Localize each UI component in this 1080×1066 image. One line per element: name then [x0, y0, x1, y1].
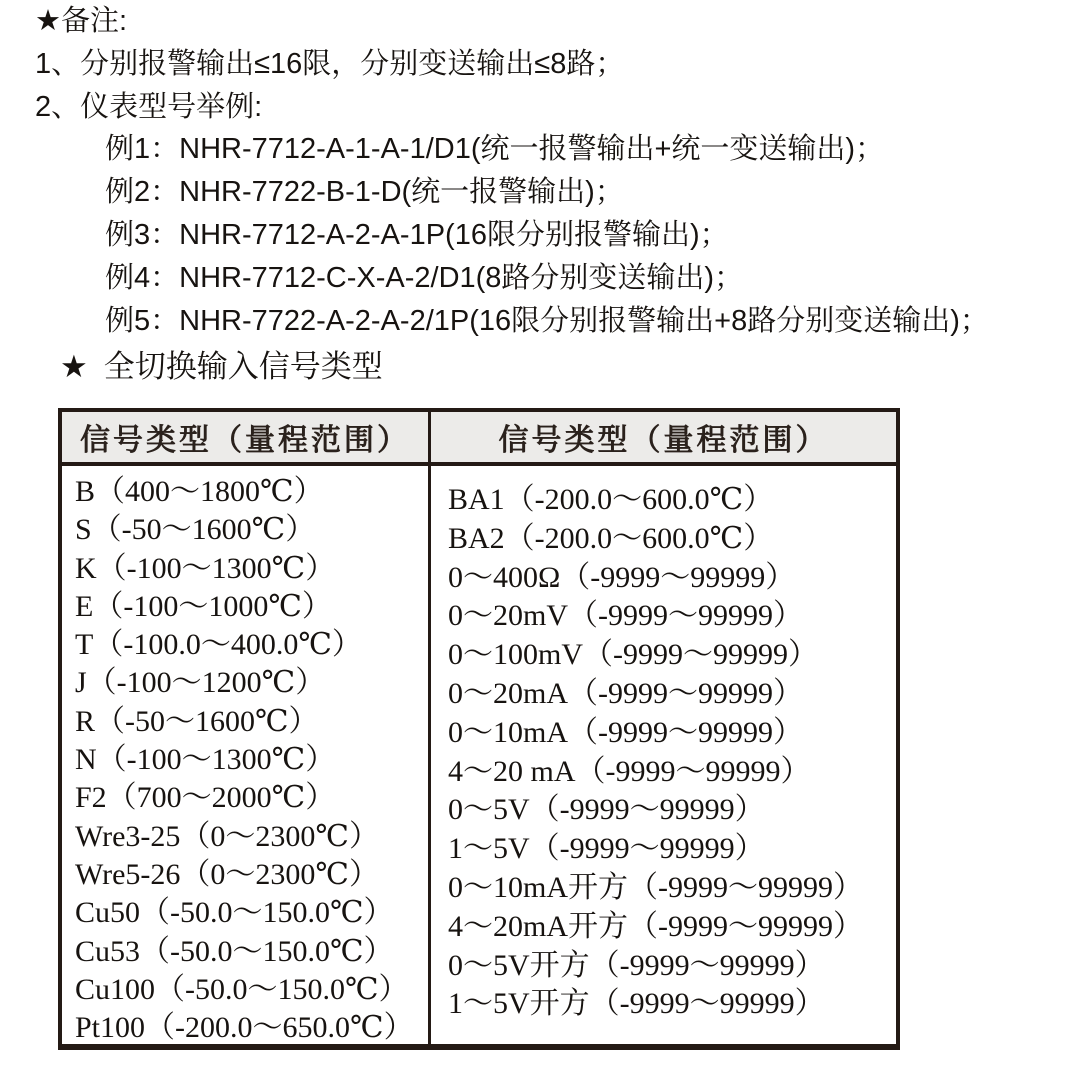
- signal-type-table: [58, 408, 900, 1050]
- signal-row: BA1（-200.0～600.0℃）: [448, 483, 774, 516]
- signal-row: 1～5V开方（-9999～99999）: [448, 987, 825, 1021]
- signal-row: Pt100（-200.0～650.0℃）: [75, 1011, 414, 1045]
- signal-row: 0～400Ω（-9999～99999）: [448, 560, 796, 594]
- signal-row: Cu53（-50.0～150.0℃）: [75, 934, 394, 968]
- signal-row: 0～5V（-9999～99999）: [448, 793, 765, 827]
- signal-row: 0～5V开方（-9999～99999）: [448, 948, 825, 982]
- signal-row: 0～20mA（-9999～99999）: [448, 676, 803, 710]
- star-icon: ★: [60, 349, 88, 384]
- signal-row: 0～20mV（-9999～99999）: [448, 599, 803, 633]
- notes-items: [35, 43, 989, 129]
- signal-row: J（-100～1200℃）: [75, 666, 326, 700]
- model-example-item: 例1：NHR-7712-A-1-A-1/D1(统一报警输出+统一变送输出)；: [105, 133, 885, 166]
- model-example-item: 例4：NHR-7712-C-X-A-2/D1(8路分别变送输出)；: [105, 261, 744, 294]
- notes-title-line: [35, 0, 989, 43]
- signal-row: S（-50～1600℃）: [75, 513, 316, 547]
- signal-row: 4～20 mA（-9999～99999）: [448, 754, 811, 788]
- table-column-left: [62, 466, 431, 1047]
- signal-row: BA2（-200.0～600.0℃）: [448, 521, 774, 555]
- section-title: 全切换输入信号类型: [103, 349, 383, 384]
- notes-block: [35, 0, 989, 342]
- signal-row: B（400～1800℃）: [75, 475, 324, 508]
- signal-row: 0～100mV（-9999～99999）: [448, 638, 818, 672]
- notes-title: 备注:: [61, 5, 128, 37]
- table-header-cell-right: 信号类型（量程范围）: [498, 424, 829, 457]
- table-header-cell-left: 信号类型（量程范围）: [62, 412, 431, 462]
- section-heading: [60, 341, 383, 386]
- signal-row: T（-100.0～400.0℃）: [75, 628, 362, 662]
- signal-row: 0～10mA开方（-9999～99999）: [448, 870, 863, 904]
- signal-row: Wre5-26（0～2300℃）: [75, 857, 379, 891]
- table-column-right: [431, 466, 896, 1047]
- model-example-item: 例5：NHR-7722-A-2-A-2/1P(16限分别报警输出+8路分别变送输出)；: [105, 304, 989, 337]
- signal-row: 0～10mA（-9999～99999）: [448, 715, 803, 749]
- note-item: 2、仪表型号举例:: [35, 90, 263, 123]
- table-header-row: [62, 412, 896, 466]
- signal-row: F2（700～2000℃）: [75, 781, 336, 815]
- note-item: 1、分别报警输出≤16限，分别变送输出≤8路；: [35, 47, 625, 80]
- table-body: [62, 466, 896, 1047]
- model-example-item: 例3：NHR-7712-A-2-A-1P(16限分别报警输出)；: [105, 218, 729, 251]
- model-example-item: 例2：NHR-7722-B-1-D(统一报警输出)；: [105, 176, 624, 209]
- signal-row: 4～20mA开方（-9999～99999）: [448, 909, 863, 943]
- star-icon: ★: [35, 5, 61, 37]
- signal-row: R（-50～1600℃）: [75, 704, 319, 738]
- signal-row: N（-100～1300℃）: [75, 743, 336, 777]
- signal-row: E（-100～1000℃）: [75, 589, 332, 623]
- signal-row: Cu50（-50.0～150.0℃）: [75, 896, 394, 930]
- signal-row: Cu100（-50.0～150.0℃）: [75, 972, 409, 1006]
- model-examples: [105, 128, 989, 342]
- signal-row: K（-100～1300℃）: [75, 551, 336, 585]
- signal-row: 1～5V（-9999～99999）: [448, 832, 765, 866]
- signal-row: Wre3-25（0～2300℃）: [75, 819, 379, 853]
